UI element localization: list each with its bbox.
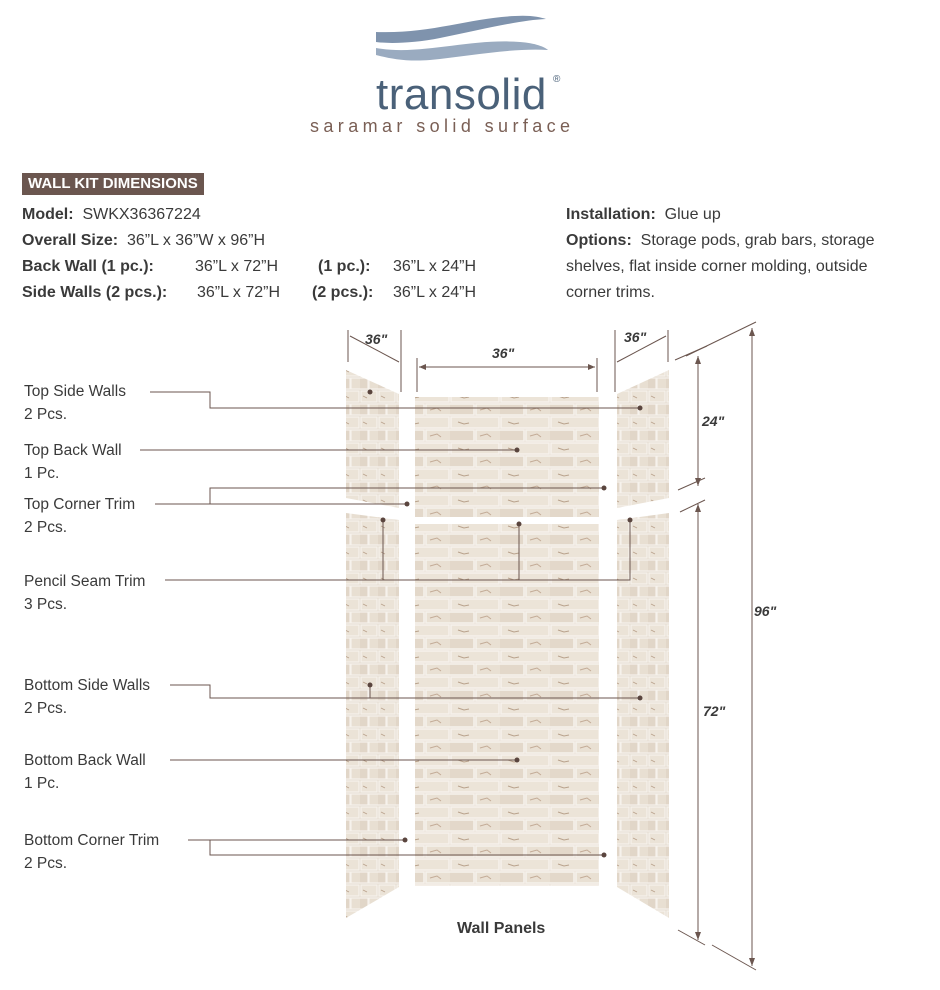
side-walls-value-1: 36”L x 72”H [197, 284, 280, 301]
bottom-height-label: 72" [703, 703, 726, 719]
callout-top-corner-trim: Top Corner Trim 2 Pcs. [24, 496, 136, 536]
brand-tagline: saramar solid surface [310, 116, 575, 136]
back-wall-label-2: (1 pc.): [318, 258, 371, 275]
installation-value: Glue up [664, 206, 721, 223]
total-height-label: 96" [754, 603, 777, 619]
callout-top-side-walls: Top Side Walls 2 Pcs. [24, 383, 126, 423]
callout-bottom-side-walls: Bottom Side Walls 2 Pcs. [24, 677, 151, 717]
callout-pencil-seam-trim: Pencil Seam Trim 3 Pcs. [24, 573, 146, 613]
options-label: Options: [566, 232, 632, 249]
back-wall-label: Back Wall (1 pc.): [22, 258, 154, 275]
options-line-2: shelves, flat inside corner molding, outside [566, 258, 868, 275]
bottom-right-side-wall [617, 513, 669, 918]
installation-label: Installation: [566, 206, 656, 223]
bottom-left-side-wall [346, 513, 399, 918]
registered-mark: ® [553, 74, 561, 85]
side-walls-label-2: (2 pcs.): [312, 284, 374, 301]
back-wall-value-2: 36”L x 24”H [393, 258, 476, 275]
callout-top-back-wall: Top Back Wall 1 Pc. [24, 442, 122, 482]
top-right-side-wall [617, 370, 669, 508]
model-value: SWKX36367224 [82, 206, 201, 223]
side-walls-value-2: 36”L x 24”H [393, 284, 476, 301]
back-wall-value-1: 36”L x 72”H [195, 258, 278, 275]
overall-label: Overall Size: [22, 232, 119, 249]
model-label: Model: [22, 206, 74, 223]
callout-bottom-back-wall: Bottom Back Wall 1 Pc. [24, 752, 146, 792]
options-line-1: Storage pods, grab bars, storage [640, 232, 875, 249]
diagram-caption: Wall Panels [457, 920, 546, 937]
bottom-back-wall [415, 524, 599, 886]
right-width-label: 36" [624, 329, 647, 345]
side-walls-label: Side Walls (2 pcs.): [22, 284, 168, 301]
brand-name: transolid [376, 70, 547, 119]
options-line-3: corner trims. [566, 284, 655, 301]
section-title: WALL KIT DIMENSIONS [22, 173, 204, 195]
overall-value: 36”L x 36”W x 96”H [126, 232, 266, 249]
center-width-label: 36" [492, 345, 515, 361]
top-height-label: 24" [702, 413, 725, 429]
top-back-wall [415, 397, 599, 517]
top-left-side-wall [346, 370, 399, 508]
callout-bottom-corner-trim: Bottom Corner Trim 2 Pcs. [24, 832, 160, 872]
left-width-label: 36" [365, 331, 388, 347]
